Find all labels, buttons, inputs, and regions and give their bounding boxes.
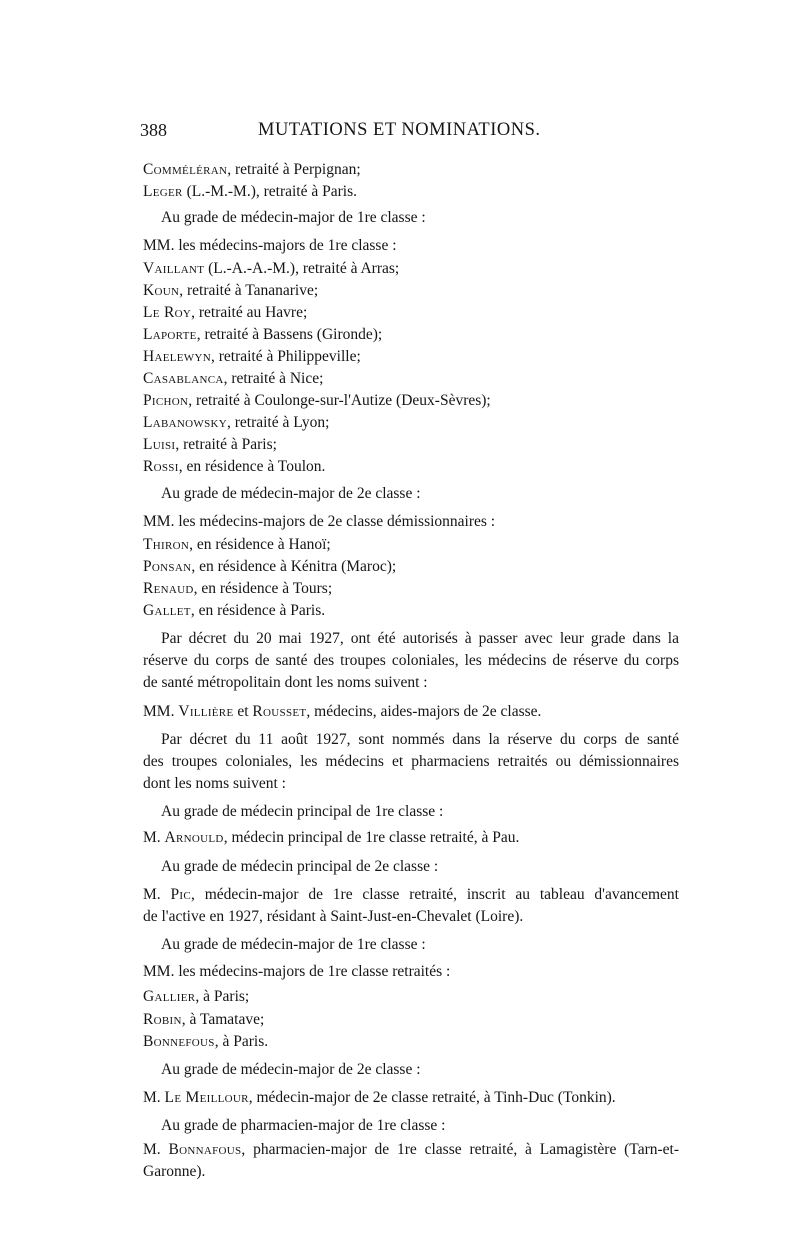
name-leger-lead: Leger: [143, 183, 183, 200]
name-casablanca-lead: Casablanca: [143, 370, 224, 387]
grade-heading-mm1-text: Au grade de médecin-major de 1re classe :: [161, 209, 426, 226]
decree2-line2: [143, 752, 679, 772]
decree2-line3-text: dont les noms suivent :: [143, 775, 286, 792]
name-robin: [143, 1010, 264, 1030]
grade-heading-mm2-text: Au grade de médecin-major de 2e classe :: [161, 485, 421, 502]
name-pic-line2: [143, 907, 523, 927]
name-commeleran: [143, 160, 361, 180]
intro-mm2-text: MM. les médecins-majors de 2e classe démissionnaires :: [143, 513, 496, 530]
name-pic-line1-pre: M.: [143, 886, 171, 903]
name-gallier: [143, 987, 249, 1007]
name-rossi-lead: Rossi: [143, 458, 179, 475]
name-le-roy: [143, 303, 307, 323]
name-labanowsky: [143, 413, 329, 433]
name-casablanca-rest: , retraité à Nice;: [223, 370, 324, 387]
decree1-names: [143, 702, 541, 722]
name-arnould-rest: , médecin principal de 1re classe retraité, à Pau.: [223, 829, 520, 846]
running-title: MUTATIONS ET NOMINATIONS.: [258, 120, 541, 140]
grade-heading-mp1: [161, 802, 443, 822]
name-commeleran-rest: , retraité à Perpignan;: [227, 161, 361, 178]
name-laporte: [143, 325, 382, 345]
name-laporte-lead: Laporte: [143, 326, 197, 343]
name-labanowsky-rest: , retraité à Lyon;: [226, 414, 330, 431]
decree2-line1: [161, 730, 679, 750]
decree2-line2-text: des troupes coloniales, les médecins et pharmaciens retraités ou démissionnaires: [143, 753, 679, 770]
name-bonnafous-line2: [143, 1162, 205, 1182]
grade-heading-mp2-text: Au grade de médecin principal de 2e classe :: [161, 858, 439, 875]
name-pic-line1-rest: , médecin-major de 1re classe retraité, inscrit au tableau d'avancement: [191, 886, 679, 903]
name-gallier-lead: Gallier: [143, 988, 196, 1005]
name-pic-line1-lead: Pic: [170, 886, 192, 903]
name-le-roy-lead: Le Roy: [143, 304, 192, 321]
grade-heading-mm1: [161, 208, 426, 228]
name-haelewyn-lead: Haelewyn: [143, 348, 211, 365]
name-pic-line2-text: de l'active en 1927, résidant à Saint-Just-en-Chevalet (Loire).: [143, 908, 524, 925]
decree1-line3: [143, 673, 428, 693]
name-haelewyn-rest: , retraité à Philippeville;: [210, 348, 361, 365]
grade-heading-mm2b: [161, 1060, 421, 1080]
name-bonnafous-line1-rest: , pharmacien-major de 1re classe retraité, à Lamagistère (Tarn-et-: [241, 1141, 679, 1158]
page-number: 388: [140, 120, 167, 140]
name-bonnefous-rest: , à Paris.: [214, 1033, 269, 1050]
decree1-names-lead: Villière: [178, 703, 234, 720]
name-robin-rest: , à Tamatave;: [181, 1011, 265, 1028]
intro-mm1b: [143, 962, 450, 982]
decree1-line1: [161, 629, 679, 649]
decree1-names-pre: MM.: [143, 703, 179, 720]
name-arnould-lead: Arnould: [164, 829, 224, 846]
name-luisi-rest: , retraité à Paris;: [175, 436, 277, 453]
name-ponsan-lead: Ponsan: [143, 558, 192, 575]
decree2-line1-text: Par décret du 11 août 1927, sont nommés dans la réserve du corps de santé: [161, 731, 679, 748]
name-le-meillour-pre: M.: [143, 1089, 165, 1106]
name-luisi: [143, 435, 277, 455]
name-rossi-rest: , en résidence à Toulon.: [178, 458, 326, 475]
intro-mm2: [143, 512, 495, 532]
name-leger: [143, 182, 357, 202]
name-arnould-pre: M.: [143, 829, 165, 846]
name-bonnafous-line2-text: Garonne).: [143, 1163, 206, 1180]
decree1-line2-text: réserve du corps de santé des troupes coloniales, les médecins de réserve du corps: [143, 652, 679, 669]
grade-heading-mm2b-text: Au grade de médecin-major de 2e classe :: [161, 1061, 421, 1078]
grade-heading-mm2: [161, 484, 421, 504]
name-labanowsky-lead: Labanowsky: [143, 414, 227, 431]
intro-mm1: [143, 236, 397, 256]
name-bonnefous-lead: Bonnefous: [143, 1033, 215, 1050]
name-ponsan-rest: , en résidence à Kénitra (Maroc);: [191, 558, 397, 575]
decree1-line1-text: Par décret du 20 mai 1927, ont été autorisés à passer avec leur grade dans la: [161, 630, 679, 647]
name-bonnafous-line1: [143, 1140, 679, 1160]
name-le-meillour-lead: Le Meillour: [164, 1089, 249, 1106]
name-rossi: [143, 457, 325, 477]
name-commeleran-lead: Comméléran: [143, 161, 228, 178]
name-bonnafous-line1-lead: Bonnafous: [168, 1141, 242, 1158]
name-le-roy-rest: , retraité au Havre;: [191, 304, 308, 321]
name-renaud-rest: , en résidence à Tours;: [193, 580, 333, 597]
grade-heading-mm1b-text: Au grade de médecin-major de 1re classe :: [161, 936, 426, 953]
name-vaillant-lead: Vaillant: [143, 260, 205, 277]
name-arnould: [143, 828, 519, 848]
name-koun-rest: , retraité à Tananarive;: [179, 282, 319, 299]
name-pic-line1: [143, 885, 679, 905]
decree1-names-mid: et: [233, 703, 253, 720]
name-gallier-rest: , à Paris;: [195, 988, 250, 1005]
decree2-line3: [143, 774, 286, 794]
name-leger-rest: (L.-M.-M.), retraité à Paris.: [182, 183, 358, 200]
name-gallet-lead: Gallet: [143, 602, 191, 619]
name-vaillant: [143, 259, 399, 279]
name-robin-lead: Robin: [143, 1011, 182, 1028]
name-pichon-rest: , retraité à Coulonge-sur-l'Autize (Deux-Sèvres);: [188, 392, 491, 409]
name-haelewyn: [143, 347, 361, 367]
grade-heading-pm1-text: Au grade de pharmacien-major de 1re classe :: [161, 1117, 446, 1134]
name-casablanca: [143, 369, 323, 389]
grade-heading-mp2: [161, 857, 438, 877]
grade-heading-mm1b: [161, 935, 426, 955]
name-pichon-lead: Pichon: [143, 392, 189, 409]
name-thiron-lead: Thiron: [143, 536, 190, 553]
grade-heading-pm1: [161, 1116, 445, 1136]
intro-mm1b-text: MM. les médecins-majors de 1re classe retraités :: [143, 963, 451, 980]
name-bonnefous: [143, 1032, 268, 1052]
decree1-line2: [143, 651, 679, 671]
grade-heading-mp1-text: Au grade de médecin principal de 1re classe :: [161, 803, 444, 820]
name-le-meillour-rest: , médecin-major de 2e classe retraité, à Tinh-Duc (Tonkin).: [248, 1089, 616, 1106]
decree1-line3-text: de santé métropolitain dont les noms suivent :: [143, 674, 428, 691]
intro-mm1-text: MM. les médecins-majors de 1re classe :: [143, 237, 397, 254]
name-thiron: [143, 535, 331, 555]
decree1-names-rest: , médecins, aides-majors de 2e classe.: [306, 703, 542, 720]
name-le-meillour: [143, 1088, 616, 1108]
name-vaillant-rest: (L.-A.-A.-M.), retraité à Arras;: [204, 260, 400, 277]
name-gallet: [143, 601, 325, 621]
name-laporte-rest: , retraité à Bassens (Gironde);: [196, 326, 383, 343]
name-pichon: [143, 391, 491, 411]
name-ponsan: [143, 557, 396, 577]
decree1-names-lead2: Rousset: [252, 703, 307, 720]
name-luisi-lead: Luisi: [143, 436, 176, 453]
name-renaud-lead: Renaud: [143, 580, 194, 597]
name-koun: [143, 281, 318, 301]
name-thiron-rest: , en résidence à Hanoï;: [189, 536, 331, 553]
name-renaud: [143, 579, 332, 599]
name-gallet-rest: , en résidence à Paris.: [190, 602, 326, 619]
name-koun-lead: Koun: [143, 282, 180, 299]
name-bonnafous-line1-pre: M.: [143, 1141, 169, 1158]
